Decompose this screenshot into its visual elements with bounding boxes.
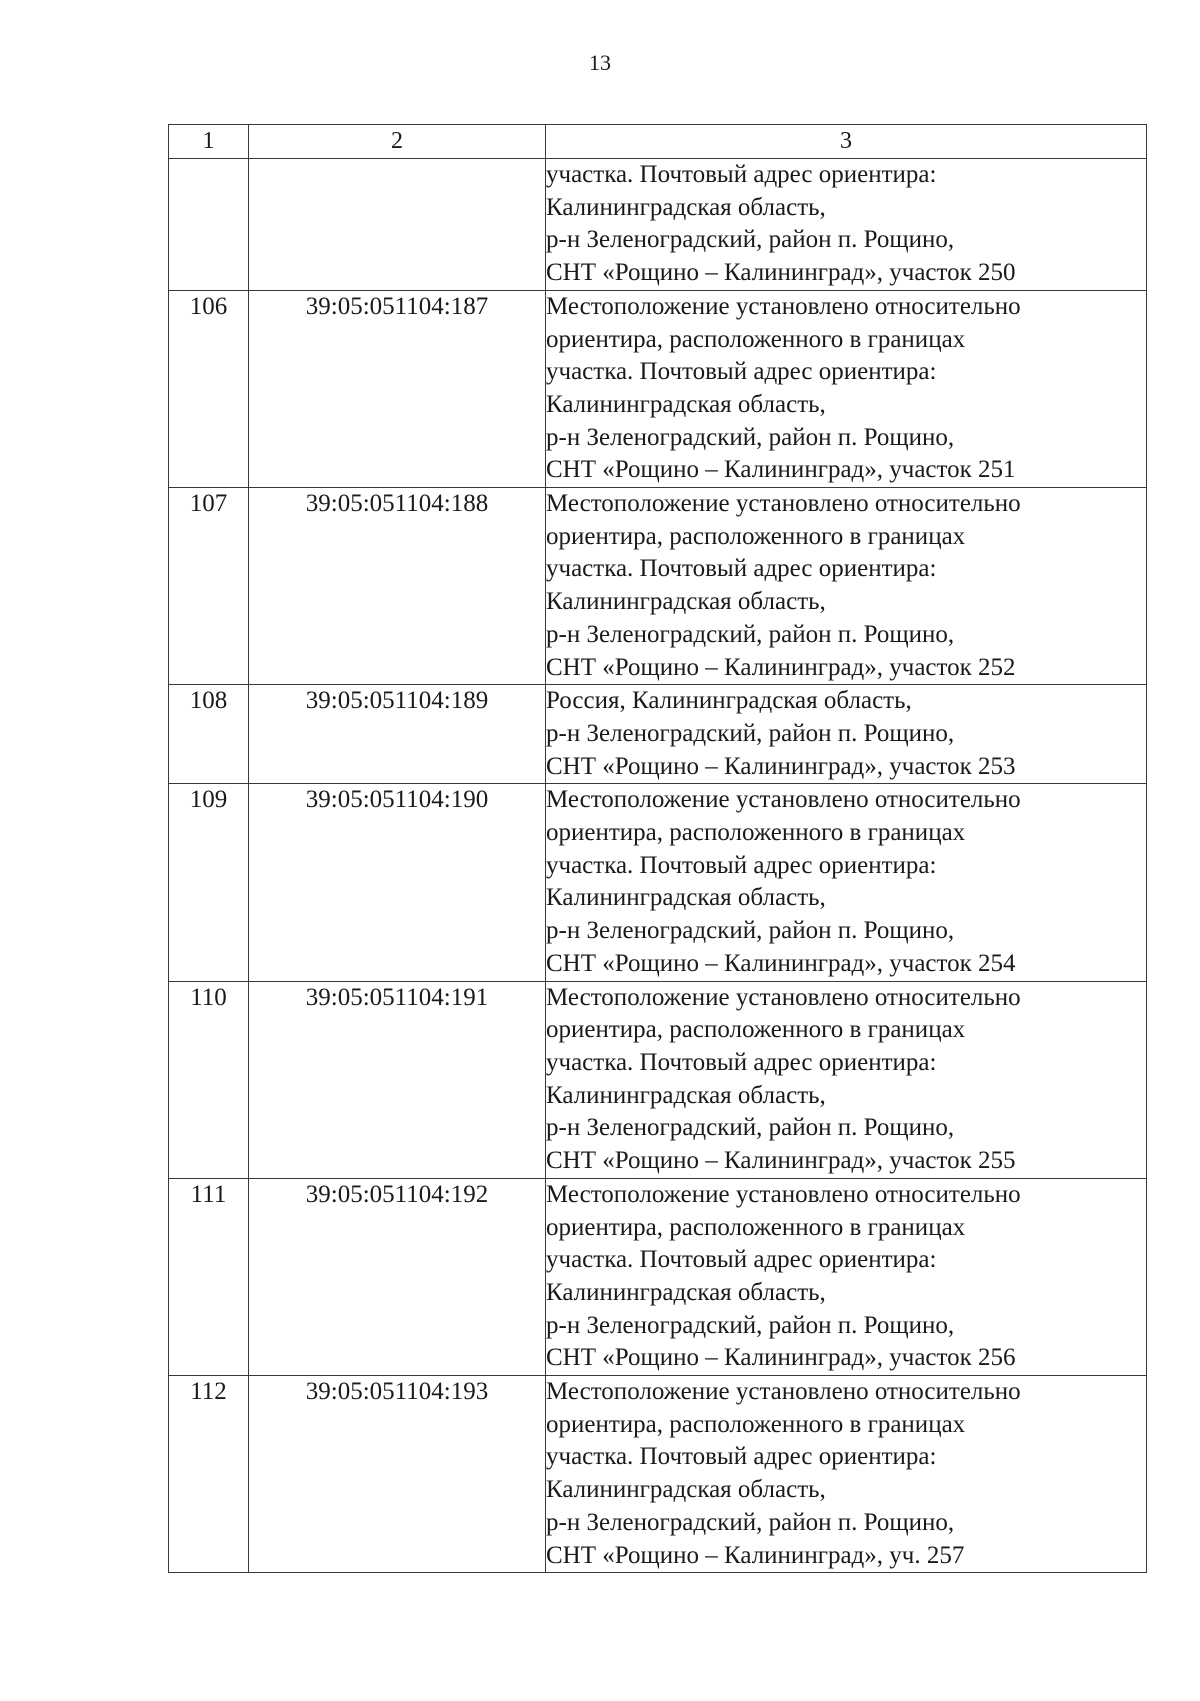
address-line: участка. Почтовый адрес ориентира: [546,358,937,386]
table-row [169,488,1147,685]
address-cell [546,488,1147,685]
address-cell [546,685,1147,784]
address-line: р-н Зеленоградский, район п. Рощино, [546,917,955,945]
table-row [169,784,1147,981]
address-line: Калининградская область, [546,390,826,418]
column-header-address: 3 [546,125,1147,159]
address-line: р-н Зеленоградский, район п. Рощино, [546,1311,955,1339]
table-row [169,159,1147,291]
cadastral-number [249,159,546,291]
row-number: 110 [169,981,249,1178]
column-header-number: 1 [169,125,249,159]
cadastral-number: 39:05:051104:192 [249,1178,546,1375]
row-number [169,159,249,291]
address-line: ориентира, расположенного в границах [546,325,966,353]
address-line: СНТ «Рощино – Калининград», участок 256 [546,1344,1016,1372]
address-line: Местоположение установлено относительно [546,292,1021,320]
address-line: ориентира, расположенного в границах [546,1016,966,1044]
address-line: Калининградская область, [546,588,826,616]
address-line: Калининградская область, [546,884,826,912]
address-line: Калининградская область, [546,193,826,221]
address-cell [546,159,1147,291]
row-number: 108 [169,685,249,784]
address-line: р-н Зеленоградский, район п. Рощино, [546,719,955,747]
address-line: р-н Зеленоградский, район п. Рощино, [546,226,955,254]
address-line: участка. Почтовый адрес ориентира: [546,1246,937,1274]
cadastral-number: 39:05:051104:188 [249,488,546,685]
address-line: Местоположение установлено относительно [546,490,1021,518]
address-line: Местоположение установлено относительно [546,1378,1021,1406]
land-plot-table [168,124,1147,1573]
address-line: СНТ «Рощино – Калининград», участок 253 [546,752,1016,780]
row-number: 111 [169,1178,249,1375]
cadastral-number: 39:05:051104:187 [249,290,546,487]
address-line: Калининградская область, [546,1081,826,1109]
address-line: участка. Почтовый адрес ориентира: [546,555,937,583]
address-line: участка. Почтовый адрес ориентира: [546,161,937,188]
address-line: участка. Почтовый адрес ориентира: [546,851,937,879]
address-line: р-н Зеленоградский, район п. Рощино, [546,423,955,451]
address-line: участка. Почтовый адрес ориентира: [546,1048,937,1076]
table-row [169,981,1147,1178]
address-line: ориентира, расположенного в границах [546,1410,966,1438]
row-number: 107 [169,488,249,685]
row-number: 109 [169,784,249,981]
cadastral-number: 39:05:051104:193 [249,1376,546,1573]
address-line: Местоположение установлено относительно [546,786,1021,814]
row-number: 106 [169,290,249,487]
table-row [169,290,1147,487]
address-line: Россия, Калининградская область, [546,687,912,715]
address-line: СНТ «Рощино – Калининград», участок 250 [546,259,1016,287]
address-line: ориентира, расположенного в границах [546,819,966,847]
address-cell [546,290,1147,487]
address-line: р-н Зеленоградский, район п. Рощино, [546,1508,955,1536]
cadastral-number: 39:05:051104:189 [249,685,546,784]
address-line: р-н Зеленоградский, район п. Рощино, [546,620,955,648]
table-row [169,1178,1147,1375]
address-line: СНТ «Рощино – Калининград», участок 254 [546,949,1016,977]
cadastral-number: 39:05:051104:191 [249,981,546,1178]
address-cell [546,784,1147,981]
address-line: Местоположение установлено относительно [546,983,1021,1011]
address-line: р-н Зеленоградский, район п. Рощино, [546,1114,955,1142]
address-cell [546,1178,1147,1375]
table-row [169,1376,1147,1573]
page-number: 13 [589,50,611,75]
address-cell [546,981,1147,1178]
address-line: СНТ «Рощино – Калининград», участок 252 [546,653,1016,681]
address-cell [546,1376,1147,1573]
table-body [169,159,1147,1573]
address-line: Калининградская область, [546,1476,826,1504]
address-line: участка. Почтовый адрес ориентира: [546,1443,937,1471]
address-line: ориентира, расположенного в границах [546,522,966,550]
column-header-cadastral: 2 [249,125,546,159]
address-line: СНТ «Рощино – Калининград», участок 251 [546,456,1016,484]
address-line: Местоположение установлено относительно [546,1180,1021,1208]
address-line: СНТ «Рощино – Калининград», уч. 257 [546,1541,965,1569]
address-line: ориентира, расположенного в границах [546,1213,966,1241]
table-row [169,685,1147,784]
row-number: 112 [169,1376,249,1573]
header-row [169,125,1147,159]
address-line: Калининградская область, [546,1278,826,1306]
cadastral-number: 39:05:051104:190 [249,784,546,981]
address-line: СНТ «Рощино – Калининград», участок 255 [546,1147,1016,1175]
